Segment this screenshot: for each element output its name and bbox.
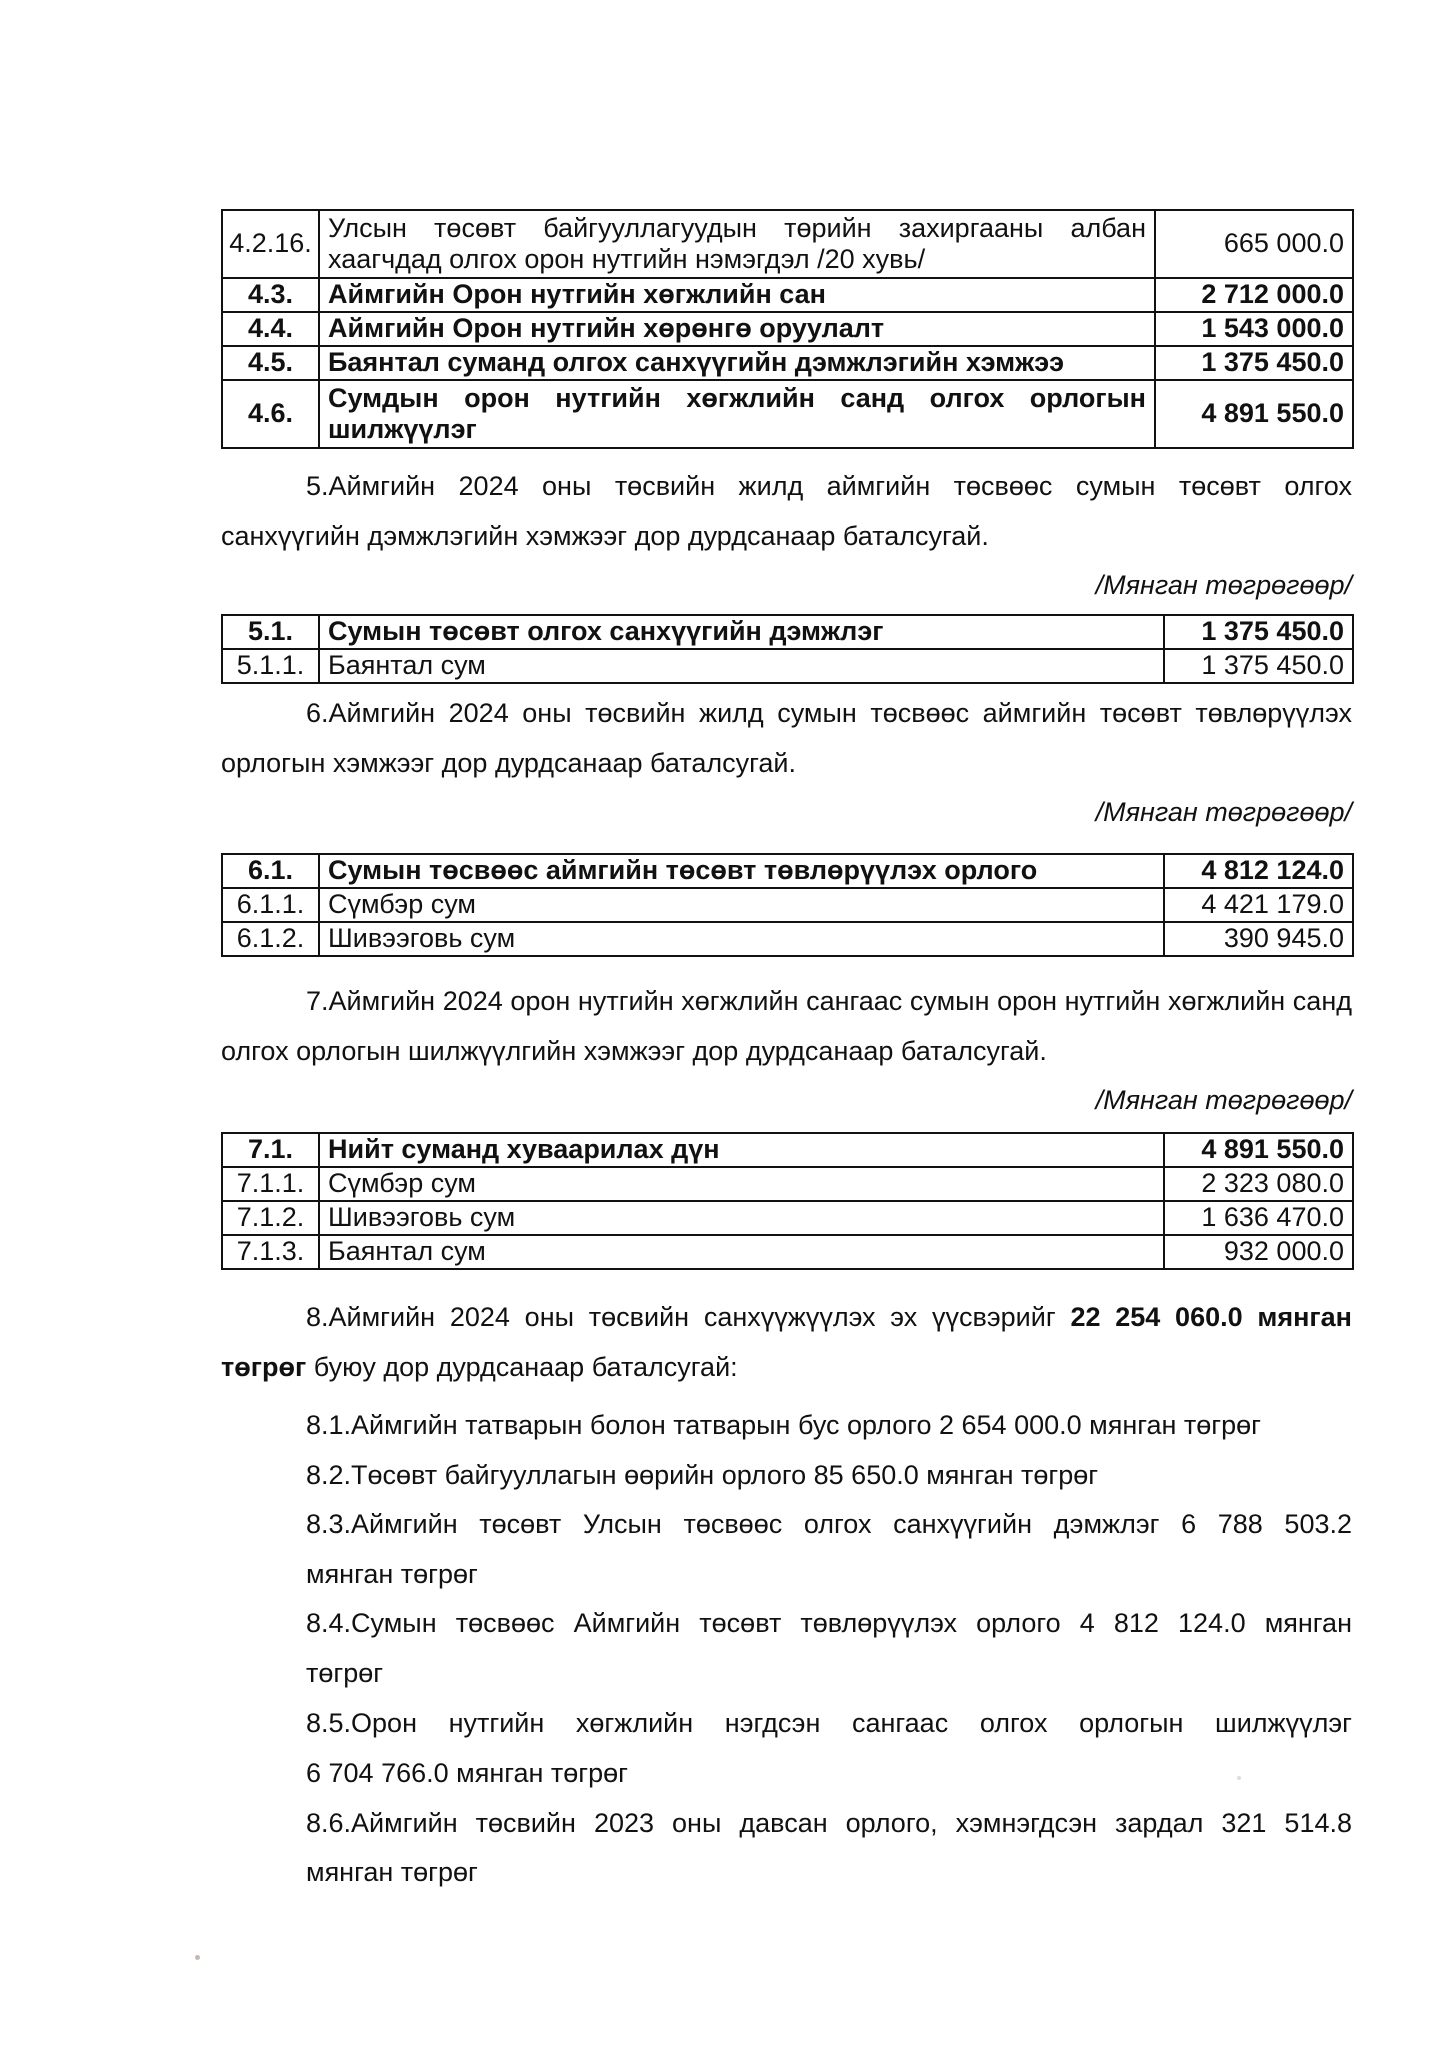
- table-row: [222, 312, 1353, 346]
- row-text-line2: шилжүүлэг: [328, 414, 477, 444]
- table-row: [222, 1167, 1353, 1201]
- scan-speck: [1237, 1776, 1241, 1780]
- row-text: Сүмбэр сум: [319, 888, 1164, 922]
- row-number: 5.1.1.: [222, 649, 319, 683]
- row-value: 1 375 450.0: [1164, 615, 1353, 649]
- table-row: [222, 649, 1353, 683]
- section5-paragraph: 5.Аймгийн 2024 оны төсвийн жилд аймгийн төсвөөс сумын төсөвт олгох санхүүгийн дэмжлэгийн хэмжээг дор дурдсанаар баталсугай.: [221, 471, 1352, 551]
- row-number: 4.5.: [222, 346, 319, 380]
- row-text: Нийт суманд хуваарилах дүн: [319, 1133, 1164, 1167]
- row-value: 4 891 550.0: [1164, 1133, 1353, 1167]
- row-number: 7.1.3.: [222, 1235, 319, 1269]
- table-row: [222, 278, 1353, 312]
- section8-item-2: 8.2.Төсөвт байгууллагын өөрийн орлого 85 650.0 мянган төгрөг: [306, 1460, 1099, 1490]
- table-row: [222, 380, 1353, 448]
- section8-intro-post: буюу дор дурдсанаар баталсугай:: [306, 1352, 738, 1382]
- table-row: [222, 346, 1353, 380]
- section8-item-4-line2: төгрөг: [306, 1658, 384, 1688]
- row-text: Баянтал суманд олгох санхүүгийн дэмжлэгийн хэмжээ: [319, 346, 1155, 380]
- row-text-line1: Улсын төсөвт байгууллагуудын төрийн захиргааны албан: [328, 212, 1146, 243]
- section8-item-3-line1: 8.3.Аймгийн төсөвт Улсын төсвөөс олгох санхүүгийн дэмжлэг 6 788 503.2: [306, 1509, 1352, 1539]
- section8-item-5-line2: 6 704 766.0 мянган төгрөг: [306, 1758, 629, 1788]
- table-section4: [221, 209, 1354, 449]
- row-value: 2 323 080.0: [1164, 1167, 1353, 1201]
- row-number: 4.3.: [222, 278, 319, 312]
- row-value: 390 945.0: [1164, 922, 1353, 956]
- row-value: 4 421 179.0: [1164, 888, 1353, 922]
- row-text: Сумын төсөвт олгох санхүүгийн дэмжлэг: [319, 615, 1164, 649]
- row-number: 6.1.2.: [222, 922, 319, 956]
- row-number: 4.6.: [222, 380, 319, 448]
- section8-item-6-line1: 8.6.Аймгийн төсвийн 2023 оны давсан орлого, хэмнэгдсэн зардал 321 514.8: [306, 1808, 1352, 1838]
- section7-paragraph: 7.Аймгийн 2024 орон нутгийн хөгжлийн сангаас сумын орон нутгийн хөгжлийн санд олгох орлогын шилжүүлгийн хэмжээг дор дурдсанаар баталсугай.: [221, 986, 1352, 1066]
- row-number: 4.4.: [222, 312, 319, 346]
- table-row: [222, 210, 1353, 278]
- row-text: Сумын төсвөөс аймгийн төсөвт төвлөрүүлэх орлого: [319, 854, 1164, 888]
- section6-paragraph: 6.Аймгийн 2024 оны төсвийн жилд сумын төсвөөс аймгийн төсөвт төвлөрүүлэх орлогын хэмжээг дор дурдсанаар баталсугай.: [221, 698, 1352, 778]
- row-value: 4 891 550.0: [1155, 380, 1353, 448]
- table-row: [222, 922, 1353, 956]
- row-number: 7.1.1.: [222, 1167, 319, 1201]
- row-text: [319, 380, 1155, 448]
- row-value: 932 000.0: [1164, 1235, 1353, 1269]
- row-text: [319, 210, 1155, 278]
- row-text: Баянтал сум: [319, 1235, 1164, 1269]
- row-text: Аймгийн Орон нутгийн хөгжлийн сан: [319, 278, 1155, 312]
- row-value: 1 636 470.0: [1164, 1201, 1353, 1235]
- row-text-line1: Сумдын орон нутгийн хөгжлийн санд олгох орлогын: [328, 382, 1146, 413]
- table-row: [222, 1235, 1353, 1269]
- section8-item-3-line2: мянган төгрөг: [306, 1559, 478, 1589]
- row-text-line2: хаагчдад олгох орон нутгийн нэмэгдэл /20 хувь/: [328, 244, 926, 274]
- row-value: 1 375 450.0: [1155, 346, 1353, 380]
- row-value: 665 000.0: [1155, 210, 1353, 278]
- section8-intro-pre: 8.Аймгийн 2024 оны төсвийн санхүүжүүлэх эх үүсвэрийг: [306, 1302, 1071, 1332]
- row-value: 1 543 000.0: [1155, 312, 1353, 346]
- row-number: 6.1.1.: [222, 888, 319, 922]
- section6-unit: /Мянган төгрөгөөр/: [1095, 797, 1352, 827]
- table-row: [222, 1201, 1353, 1235]
- section8-item-5-line1: 8.5.Орон нутгийн хөгжлийн нэгдсэн сангаас олгох орлогын шилжүүлэг: [306, 1708, 1352, 1738]
- scan-speck: [195, 1955, 200, 1960]
- table-row: [222, 888, 1353, 922]
- table-row: [222, 1133, 1353, 1167]
- row-value: 2 712 000.0: [1155, 278, 1353, 312]
- table-section5: [221, 614, 1354, 684]
- table-row: [222, 615, 1353, 649]
- row-number: 4.2.16.: [222, 210, 319, 278]
- row-text: Сүмбэр сум: [319, 1167, 1164, 1201]
- table-section6: [221, 853, 1354, 957]
- row-number: 6.1.: [222, 854, 319, 888]
- section8-item-6-line2: мянган төгрөг: [306, 1857, 478, 1887]
- table-row: [222, 854, 1353, 888]
- row-number: 7.1.: [222, 1133, 319, 1167]
- table-section7: [221, 1132, 1354, 1270]
- section8-item-1: 8.1.Аймгийн татварын болон татварын бус орлого 2 654 000.0 мянган төгрөг: [306, 1410, 1262, 1440]
- row-number: 7.1.2.: [222, 1201, 319, 1235]
- row-number: 5.1.: [222, 615, 319, 649]
- section8-item-4-line1: 8.4.Сумын төсвөөс Аймгийн төсөвт төвлөрүүлэх орлого 4 812 124.0 мянган: [306, 1608, 1352, 1638]
- section7-unit: /Мянган төгрөгөөр/: [1095, 1085, 1352, 1115]
- row-text: Баянтал сум: [319, 649, 1164, 683]
- section8-intro: [221, 1292, 1352, 1392]
- section5-unit: /Мянган төгрөгөөр/: [1095, 570, 1352, 600]
- section8-total: 22 254 060.0 мянган төгрөг: [221, 1302, 1352, 1382]
- row-text: Аймгийн Орон нутгийн хөрөнгө оруулалт: [319, 312, 1155, 346]
- row-value: 4 812 124.0: [1164, 854, 1353, 888]
- row-text: Шивээговь сум: [319, 1201, 1164, 1235]
- row-text: Шивээговь сум: [319, 922, 1164, 956]
- row-value: 1 375 450.0: [1164, 649, 1353, 683]
